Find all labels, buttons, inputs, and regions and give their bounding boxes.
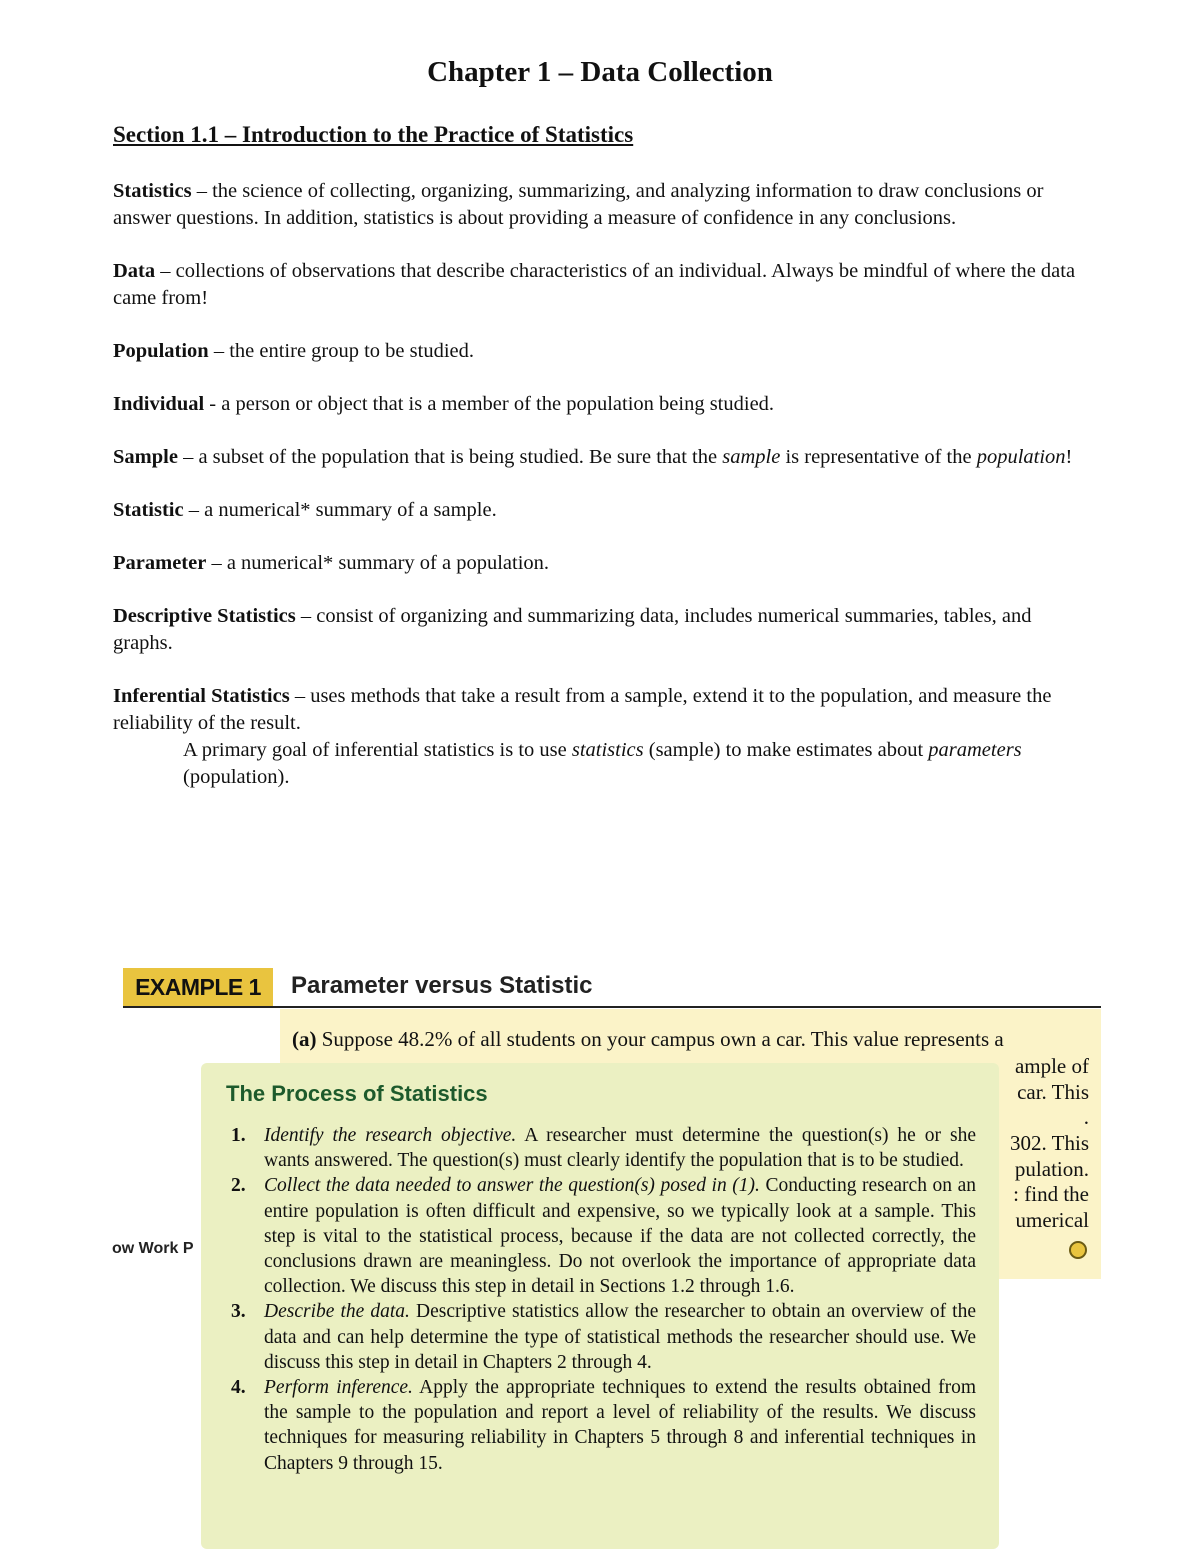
bullet-dot-icon [1069, 1241, 1087, 1259]
definition-text: collections of observations that describe characteristics of an individual. Always be mindful of where the data came from! [113, 260, 1076, 309]
definition-population: Population – the entire group to be studied. [113, 340, 475, 362]
definition-data: Data – collections of observations that describe characteristics of an individual. Always be mindful of where the data came from! [113, 260, 1076, 309]
example-fragment: ample of [1014, 1054, 1089, 1078]
definition-text: consist of organizing and summarizing data, includes numerical summaries, tables, and graphs. [113, 605, 1032, 654]
term: Data [113, 260, 156, 282]
definition-statistics: Statistics – the science of collecting, organizing, summarizing, and analyzing information to draw conclusions or answer questions. In addition, statistics is about providing a measure of confidence in any conclusions. [113, 180, 1044, 229]
divider [123, 1006, 1101, 1008]
term: Statistic [113, 499, 184, 521]
example-fragment: umerical [1015, 1208, 1089, 1232]
section-heading: Section 1.1 – Introduction to the Practice of Statistics [113, 122, 634, 147]
example-tag: EXAMPLE 1 [123, 968, 273, 1006]
example-title: Parameter versus Statistic [291, 972, 593, 999]
process-title: The Process of Statistics [226, 1081, 488, 1106]
term: Parameter [113, 552, 207, 574]
process-step: 4. Perform inference. Apply the appropriate techniques to extend the results obtained from the sample to the population and report a level of reliability of the results. We discuss techniques for measuring reliability in Chapters 5 through 8 and inferential techniques in Chapters 9 through 15. [231, 1377, 976, 1474]
term: Statistics [113, 180, 192, 202]
example-fragment: pulation. [1014, 1157, 1089, 1181]
definition-sample: Sample – a subset of the population that is being studied. Be sure that the sample is representative of the population! [113, 446, 1073, 468]
definition-statistic: Statistic – a numerical* summary of a sample. [113, 499, 497, 521]
side-label: ow Work P [112, 1240, 194, 1257]
definitions-list [113, 178, 1088, 791]
term: Inferential Statistics [113, 685, 290, 707]
definition-inferential-statistics: Inferential Statistics – uses methods that take a result from a sample, extend it to the population, and measure the reliability of the result. [113, 685, 1052, 734]
definition-text: the science of collecting, organizing, summarizing, and analyzing information to draw conclusions or answer questions. In addition, statistics is about providing a measure of confidence in any conclusions. [113, 180, 1044, 229]
definition-text: a numerical* summary of a population. [226, 552, 550, 574]
example-fragment: car. This [1017, 1080, 1089, 1104]
definition-individual: Individual - a person or object that is a member of the population being studied. [113, 393, 775, 415]
process-box [201, 1063, 999, 1549]
inference-goal: A primary goal of inferential statistics is to use statistics (sample) to make estimates about parameters (population). [183, 739, 1022, 788]
definition-text: the entire group to be studied. [229, 340, 475, 362]
example-fragment: 302. This [1010, 1131, 1089, 1155]
process-step: 1. Identify the research objective. A researcher must determine the question(s) he or she wants answered. The question(s) must clearly identify the population that is to be studied. [231, 1125, 977, 1172]
term: Individual [113, 393, 205, 415]
definition-descriptive-statistics: Descriptive Statistics – consist of organizing and summarizing data, includes numerical summaries, tables, and graphs. [113, 605, 1032, 654]
definition-parameter: Parameter – a numerical* summary of a population. [113, 552, 550, 574]
process-step: 2. Collect the data needed to answer the question(s) posed in (1). Conducting research on an entire population is often difficult and expensive, so we typically look at a sample. This step is vital to the statistical process, because if the data are not collected correctly, the conclusions drawn are meaningless. Do not overlook the importance of appropriate data collection. We discuss this step in detail in Sections 1.2 through 1.6. [231, 1175, 976, 1298]
example-part-a: (a) Suppose 48.2% of all students on your campus own a car. This value represents a [292, 1027, 1004, 1051]
process-steps [231, 1123, 976, 1476]
term: Sample [113, 446, 178, 468]
example-fragment: . [1083, 1105, 1089, 1129]
process-step: 3. Describe the data. Descriptive statistics allow the researcher to obtain an overview of the data and can help determine the type of statistical methods the researcher should use. We discuss this step in detail in Chapters 2 through 4. [231, 1301, 976, 1373]
chapter-title: Chapter 1 – Data Collection [427, 56, 773, 88]
definition-text: a person or object that is a member of the population being studied. [221, 393, 775, 415]
definition-text: uses methods that take a result from a sample, extend it to the population, and measure the reliability of the result. [113, 685, 1052, 734]
example-fragment: : find the [1013, 1182, 1089, 1206]
term: Population [113, 340, 209, 362]
term: Descriptive Statistics [113, 605, 296, 627]
definition-text: a numerical* summary of a sample. [204, 499, 497, 521]
